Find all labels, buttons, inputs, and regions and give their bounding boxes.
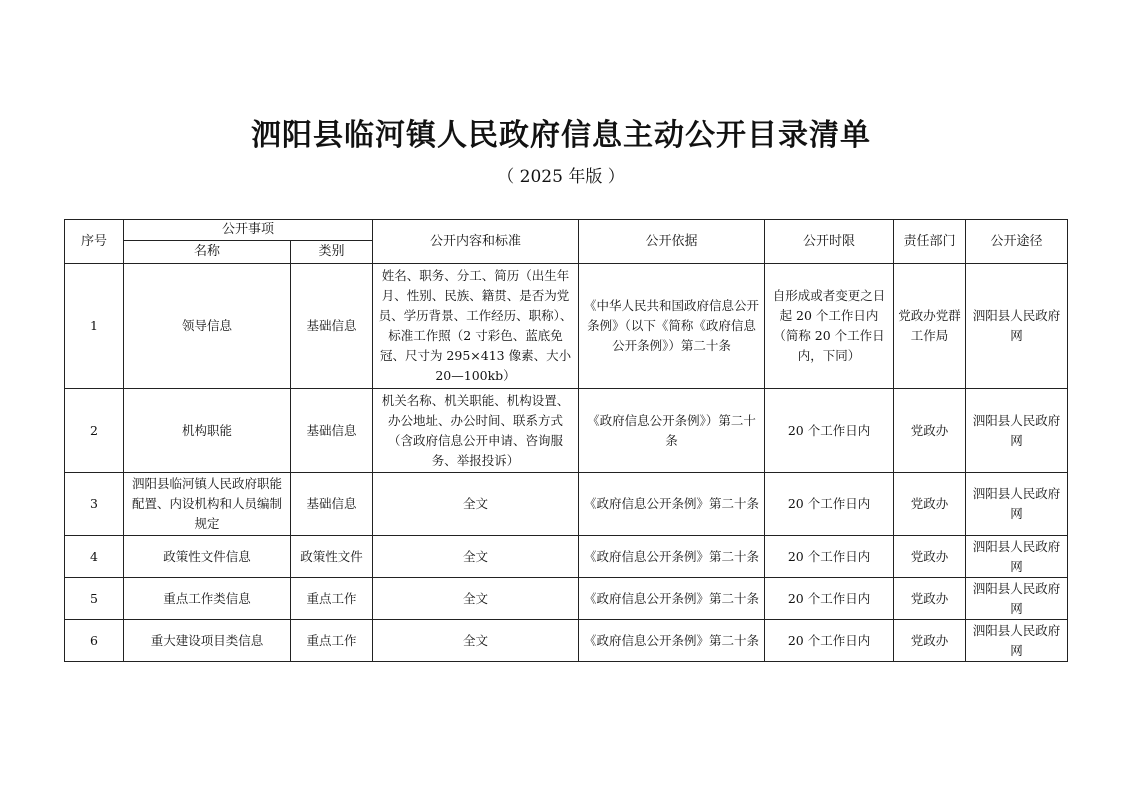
row-index: 6 xyxy=(65,620,124,662)
header-channel: 公开途径 xyxy=(966,220,1068,264)
row-department: 党政办 xyxy=(894,536,966,578)
row-index: 1 xyxy=(65,264,124,389)
row-index: 4 xyxy=(65,536,124,578)
row-name: 机构职能 xyxy=(124,389,291,473)
row-time-limit: 自形成或者变更之日起 20 个工作日内（简称 20 个工作日内，下同） xyxy=(765,264,894,389)
row-department: 党政办党群工作局 xyxy=(894,264,966,389)
row-department: 党政办 xyxy=(894,389,966,473)
row-name: 政策性文件信息 xyxy=(124,536,291,578)
row-index: 2 xyxy=(65,389,124,473)
row-index: 3 xyxy=(65,473,124,536)
row-name: 泗阳县临河镇人民政府职能配置、内设机构和人员编制规定 xyxy=(124,473,291,536)
row-department: 党政办 xyxy=(894,620,966,662)
row-channel: 泗阳县人民政府网 xyxy=(966,264,1068,389)
header-department: 责任部门 xyxy=(894,220,966,264)
table-row xyxy=(65,264,1068,389)
header-index: 序号 xyxy=(65,220,124,264)
row-name: 领导信息 xyxy=(124,264,291,389)
row-time-limit: 20 个工作日内 xyxy=(765,578,894,620)
row-content: 全文 xyxy=(373,578,579,620)
row-department: 党政办 xyxy=(894,578,966,620)
row-content: 全文 xyxy=(373,473,579,536)
table-row xyxy=(65,389,1068,473)
table-body xyxy=(65,264,1068,662)
row-basis: 《政府信息公开条例》第二十条 xyxy=(579,473,765,536)
row-channel: 泗阳县人民政府网 xyxy=(966,620,1068,662)
row-time-limit: 20 个工作日内 xyxy=(765,473,894,536)
row-channel: 泗阳县人民政府网 xyxy=(966,536,1068,578)
header-item-group: 公开事项 xyxy=(124,220,373,241)
row-time-limit: 20 个工作日内 xyxy=(765,389,894,473)
row-category: 重点工作 xyxy=(291,620,373,662)
disclosure-catalog-table xyxy=(64,219,1068,662)
row-basis: 《政府信息公开条例》第二十条 xyxy=(579,578,765,620)
header-name: 名称 xyxy=(124,241,291,264)
row-category: 基础信息 xyxy=(291,264,373,389)
row-category: 基础信息 xyxy=(291,473,373,536)
table-row xyxy=(65,620,1068,662)
row-content: 全文 xyxy=(373,620,579,662)
row-time-limit: 20 个工作日内 xyxy=(765,620,894,662)
header-time-limit: 公开时限 xyxy=(765,220,894,264)
row-content: 姓名、职务、分工、简历（出生年月、性别、民族、籍贯、是否为党员、学历背景、工作经历、职称）、标准工作照（2 寸彩色、蓝底免冠、尺寸为 295×413 像素、大小 20—100kb） xyxy=(373,264,579,389)
row-name: 重大建设项目类信息 xyxy=(124,620,291,662)
document-title: 泗阳县临河镇人民政府信息主动公开目录清单 xyxy=(251,118,871,153)
row-channel: 泗阳县人民政府网 xyxy=(966,473,1068,536)
header-basis: 公开依据 xyxy=(579,220,765,264)
row-basis: 《政府信息公开条例》第二十条 xyxy=(579,620,765,662)
row-category: 政策性文件 xyxy=(291,536,373,578)
table-row xyxy=(65,536,1068,578)
row-basis: 《政府信息公开条例》）第二十条 xyxy=(579,389,765,473)
row-channel: 泗阳县人民政府网 xyxy=(966,578,1068,620)
row-category: 重点工作 xyxy=(291,578,373,620)
row-index: 5 xyxy=(65,578,124,620)
row-content: 机关名称、机关职能、机构设置、办公地址、办公时间、联系方式（含政府信息公开申请、咨询服务、举报投诉） xyxy=(373,389,579,473)
header-category: 类别 xyxy=(291,241,373,264)
document-edition: （ 2025 年版 ） xyxy=(497,167,625,187)
header-content: 公开内容和标准 xyxy=(373,220,579,264)
row-basis: 《中华人民共和国政府信息公开条例》（以下《简称《政府信息公开条例》）第二十条 xyxy=(579,264,765,389)
row-name: 重点工作类信息 xyxy=(124,578,291,620)
row-channel: 泗阳县人民政府网 xyxy=(966,389,1068,473)
row-content: 全文 xyxy=(373,536,579,578)
row-basis: 《政府信息公开条例》第二十条 xyxy=(579,536,765,578)
row-time-limit: 20 个工作日内 xyxy=(765,536,894,578)
row-category: 基础信息 xyxy=(291,389,373,473)
table-header xyxy=(65,220,1068,264)
table-row xyxy=(65,473,1068,536)
row-department: 党政办 xyxy=(894,473,966,536)
table-row xyxy=(65,578,1068,620)
